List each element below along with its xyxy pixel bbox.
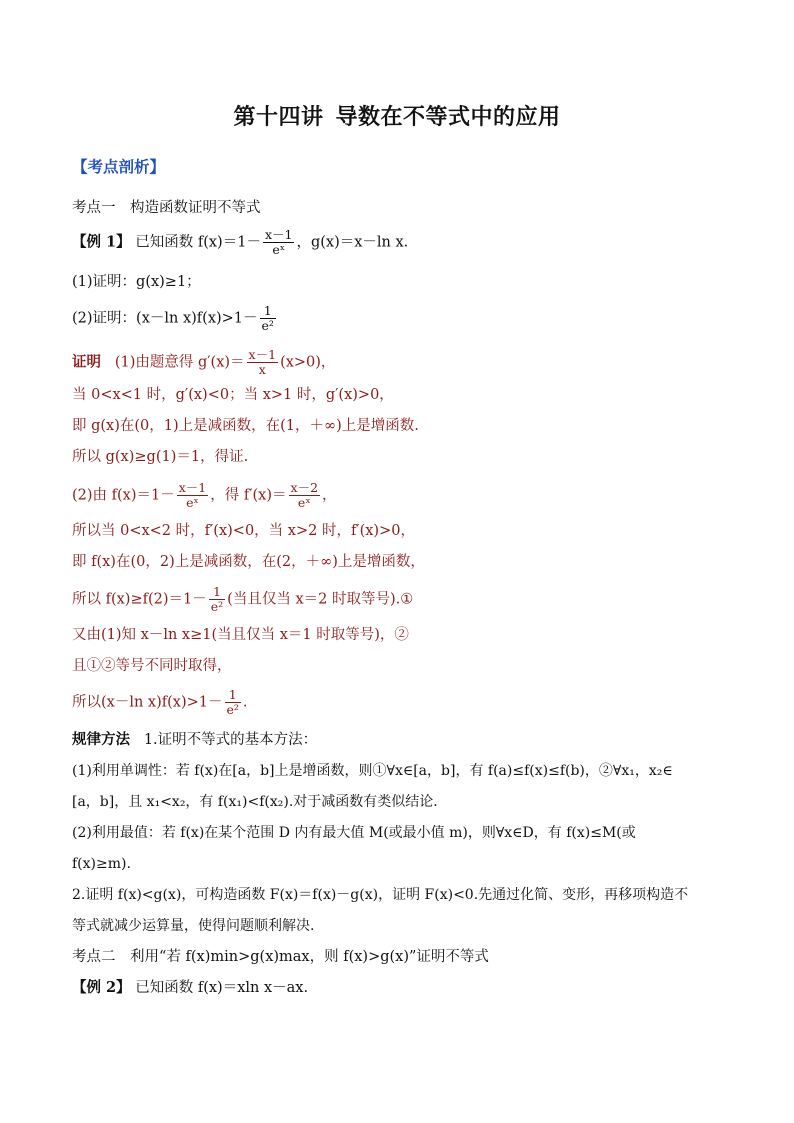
proof-label: 证明 <box>72 353 101 371</box>
topic-two-heading: 考点二 利用“若 f(x)min>g(x)max，则 f(x)>g(x)”证明不等式 <box>72 949 489 965</box>
fraction: $\frac{1}{\text{e²}}$ <box>226 687 239 717</box>
proof-line-8: 所以 f(x)≥f(2)＝1－ $\frac{1}{\text{e²}}$ (当且仅当 x＝2 时取等号).① <box>72 584 414 614</box>
proof-line-5: (2)由 f(x)＝1－ $\frac{x-1}{\text{eˣ}}$ ，得 f′(x)＝ $\frac{x-2}{\text{eˣ}}$ ， <box>72 480 337 510</box>
proof-line-11: 所以(x－ln x)f(x)>1－ $\frac{1}{\text{e²}}$ . <box>72 687 248 717</box>
method-heading: 规律方法 1.证明不等式的基本方法： <box>72 731 318 748</box>
section-heading: 【考点剖析】 <box>72 157 166 176</box>
fraction: $\frac{1}{\text{e²}}$ <box>210 584 224 614</box>
question-1: (1)证明：g(x)≥1； <box>72 274 201 290</box>
title-lecture-number: 第十四讲 <box>233 105 324 130</box>
method-label: 规律方法 <box>72 731 130 748</box>
proof-line-9: 又由(1)知 x－ln x≥1(当且仅当 x＝1 时取等号)，② <box>72 627 409 643</box>
topic-one-heading: 考点一 构造函数证明不等式 <box>72 200 261 216</box>
method-1-line-2: [a，b]，且 x₁<x₂，有 f(x₁)<f(x₂).对于减函数有类似结论. <box>72 794 438 810</box>
method-3-line-2: 等式就减少运算量，使得问题顺利解决. <box>72 918 315 934</box>
example-2-label: 【例 2】 <box>72 979 131 996</box>
proof-line-4: 所以 g(x)≥g(1)＝1，得证. <box>72 449 249 465</box>
page-title <box>72 100 722 131</box>
fraction: $\frac{x-1}{\text{eˣ}}$ <box>178 480 207 510</box>
method-1-line-1: (1)利用单调性：若 f(x)在[a，b]上是增函数，则①∀x∈[a，b]，有 f(a)≤f(x)≤f(b)，②∀x₁，x₂∈ <box>72 763 673 779</box>
fraction: $\frac{x-1}{\text{eˣ}}$ <box>264 227 293 257</box>
fraction: $\frac{x-2}{\text{eˣ}}$ <box>290 480 319 510</box>
method-3-line-1: 2.证明 f(x)<g(x)，可构造函数 F(x)＝f(x)－g(x)，证明 F(x)<0.先通过化简、变形，再移项构造不 <box>72 887 689 903</box>
example-2-statement: 【例 2】 已知函数 f(x)＝xln x－ax. <box>72 979 309 996</box>
proof-line-10: 且①②等号不同时取得， <box>72 658 232 674</box>
proof-line-6: 所以当 0<x<2 时，f′(x)<0，当 x>2 时，f′(x)>0， <box>72 523 415 539</box>
method-2-line-2: f(x)≥m). <box>72 856 131 872</box>
proof-line-7: 即 f(x)在(0，2)上是减函数，在(2，＋∞)上是增函数， <box>72 554 425 570</box>
proof-line-1: 证明 (1)由题意得 g′(x)＝ $\frac{x-1}{x}$ (x>0)， <box>72 347 336 377</box>
question-2: (2)证明：(x－ln x)f(x)>1－ $\frac{1}{\text{e²}}$ <box>72 303 274 333</box>
example-1-label: 【例 1】 <box>72 233 131 251</box>
proof-line-2: 当 0<x<1 时，g′(x)<0；当 x>1 时，g′(x)>0， <box>72 387 394 403</box>
fraction: $\frac{x-1}{x}$ <box>248 347 277 377</box>
example-1-statement: 【例 1】 已知函数 f(x)＝1－ $\frac{x-1}{\text{eˣ}}$ ，g(x)＝x－ln x. <box>72 227 409 257</box>
proof-line-3: 即 g(x)在(0，1)上是减函数，在(1，＋∞)上是增函数. <box>72 418 419 434</box>
title-topic: 导数在不等式中的应用 <box>335 105 561 130</box>
fraction: $\frac{1}{\text{e²}}$ <box>261 303 274 333</box>
method-2-line-1: (2)利用最值：若 f(x)在某个范围 D 内有最大值 M(或最小值 m)，则∀x∈D，有 f(x)≤M(或 <box>72 825 636 841</box>
